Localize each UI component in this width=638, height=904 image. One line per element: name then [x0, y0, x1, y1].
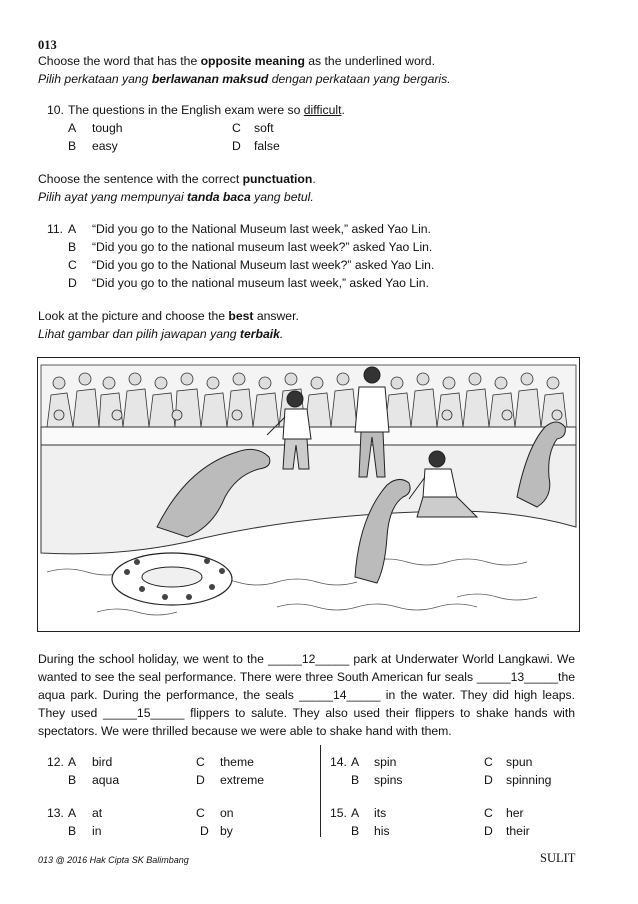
question-13-number: 13.	[47, 806, 64, 820]
instruction-punctuation	[38, 172, 316, 186]
passage-line: wanted to see the seal performance. There were three South American fur seals _____13_____the	[38, 670, 575, 684]
option-letter: D	[200, 824, 209, 838]
option-letter: B	[351, 773, 360, 787]
instruction-punctuation-malay	[38, 190, 314, 204]
option-text: “Did you go to the national museum last week?” asked Yao Lin.	[92, 240, 433, 254]
instruction-text: Pilih ayat yang mempunyai	[38, 190, 188, 204]
option-text: spinning	[506, 773, 552, 787]
instruction-emphasis: punctuation	[242, 172, 313, 186]
question-10-number: 10.	[47, 103, 64, 117]
question-text: The questions in the English exam were so	[68, 103, 304, 117]
passage-line: They used _____15_____ flippers to salute. They also used their flippers to shake hands with	[38, 706, 575, 720]
passage-line: During the school holiday, we went to the _____12_____ park at Underwater World Langkawi. We	[38, 652, 575, 666]
question-11-number: 11.	[47, 222, 64, 236]
option-text: at	[92, 806, 103, 820]
option-letter: B	[68, 824, 77, 838]
instruction-text: Pilih perkataan yang	[38, 72, 152, 86]
option-text: by	[220, 824, 233, 838]
option-letter: D	[484, 773, 493, 787]
option-text: spin	[374, 755, 397, 769]
option-text: extreme	[220, 773, 265, 787]
option-letter: A	[68, 222, 77, 236]
option-text: on	[220, 806, 234, 820]
question-15-number: 15.	[330, 806, 347, 820]
instruction-emphasis: berlawanan maksud	[151, 72, 269, 86]
column-divider	[320, 745, 321, 837]
instruction-text: answer.	[253, 309, 299, 323]
instruction-text: Look at the picture and choose the	[38, 309, 229, 323]
instruction-emphasis: opposite meaning	[200, 54, 305, 68]
instruction-opposite	[38, 54, 435, 68]
option-letter: C	[196, 806, 205, 820]
instruction-text: as the underlined word.	[304, 54, 435, 68]
option-letter: D	[196, 773, 205, 787]
instruction-text: .	[279, 327, 284, 341]
option-text: his	[374, 824, 390, 838]
option-text: spins	[374, 773, 403, 787]
option-letter: C	[484, 755, 493, 769]
instruction-emphasis: terbaik	[239, 327, 280, 341]
question-10-text	[68, 103, 345, 117]
option-text: its	[374, 806, 387, 820]
option-letter: B	[68, 240, 77, 254]
instruction-text: Choose the sentence with the correct	[38, 172, 243, 186]
option-text: their	[506, 824, 530, 838]
instruction-text: .	[312, 172, 316, 186]
option-text: aqua	[92, 773, 120, 787]
option-letter: A	[68, 121, 77, 135]
option-text: “Did you go to the National Museum last week,” asked Yao Lin.	[92, 222, 431, 236]
passage-line: spectators. We were thrilled because we were able to shake hand with them.	[38, 724, 452, 738]
option-letter: D	[484, 824, 493, 838]
question-14-number: 14.	[330, 755, 347, 769]
option-text: “Did you go to the national museum last week,” asked Yao Lin.	[92, 276, 429, 290]
footer-sulit: SULIT	[540, 851, 576, 865]
instruction-text: Choose the word that has the	[38, 54, 201, 68]
option-letter: B	[351, 824, 360, 838]
question-text: .	[341, 103, 345, 117]
option-text: tough	[92, 121, 123, 135]
option-letter: B	[68, 773, 77, 787]
option-letter: D	[68, 276, 77, 290]
instruction-picture-malay	[38, 327, 283, 341]
question-12-number: 12.	[47, 755, 64, 769]
option-letter: C	[484, 806, 493, 820]
instruction-emphasis: tanda baca	[187, 190, 251, 204]
instruction-picture	[38, 309, 299, 323]
option-text: easy	[92, 139, 118, 153]
seal-show-illustration	[37, 357, 580, 632]
option-text: spun	[506, 755, 533, 769]
instruction-text: Lihat gambar dan pilih jawapan yang	[38, 327, 240, 341]
option-letter: A	[68, 806, 77, 820]
option-text: “Did you go to the National Museum last week?” asked Yao Lin.	[92, 258, 435, 272]
page-code: 013	[38, 38, 57, 52]
option-text: in	[92, 824, 102, 838]
underlined-word: difficult	[303, 103, 342, 117]
instruction-text: yang betul.	[250, 190, 314, 204]
option-text: theme	[220, 755, 254, 769]
option-letter: A	[351, 806, 360, 820]
instruction-text: dengan perkataan yang bergaris.	[268, 72, 451, 86]
option-letter: C	[232, 121, 241, 135]
option-text: soft	[254, 121, 274, 135]
option-letter: C	[196, 755, 205, 769]
option-letter: C	[68, 258, 77, 272]
option-text: false	[254, 139, 280, 153]
option-letter: A	[68, 755, 77, 769]
footer-copyright: 013 @ 2016 Hak Cipta SK Balimbang	[38, 855, 189, 865]
option-text: bird	[92, 755, 113, 769]
option-letter: D	[232, 139, 241, 153]
option-letter: A	[351, 755, 360, 769]
instruction-opposite-malay	[38, 72, 451, 86]
option-text: her	[506, 806, 524, 820]
option-letter: B	[68, 139, 77, 153]
instruction-emphasis: best	[228, 309, 254, 323]
passage-line: aqua park. During the performance, the seals _____14_____ in the water. They did high leaps.	[38, 688, 575, 702]
